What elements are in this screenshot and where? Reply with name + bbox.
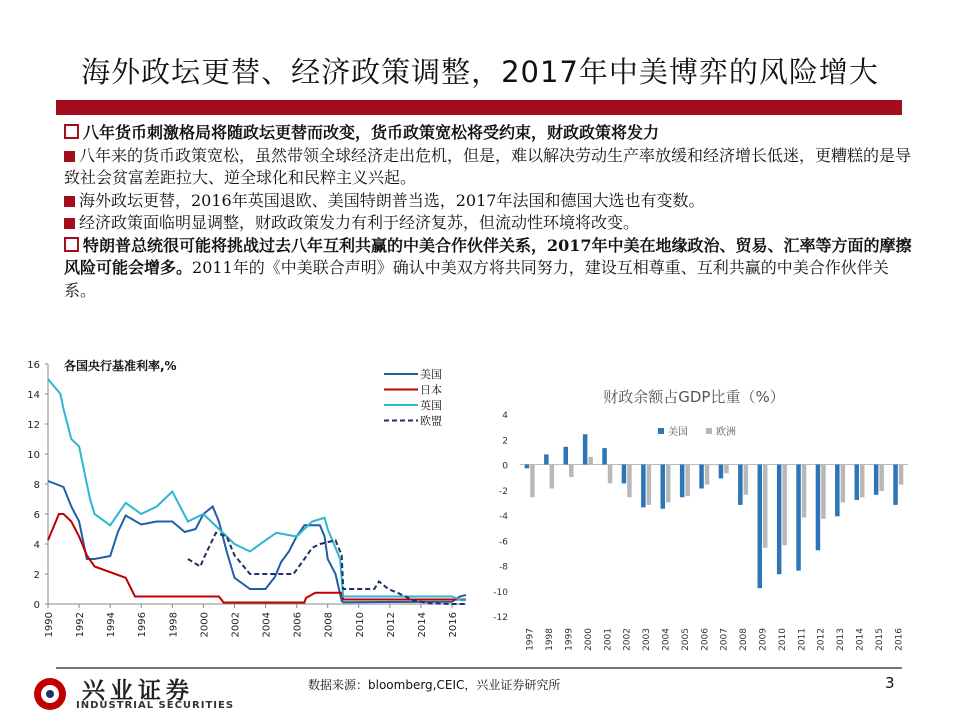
bar-美国-2012: [816, 465, 821, 551]
x-tick-label: 2006: [292, 612, 304, 638]
x-tick-label: 2000: [199, 612, 211, 638]
x-tick-label: 2015: [874, 628, 885, 651]
bar-欧洲-1998: [550, 465, 555, 489]
x-tick-label: 2007: [719, 628, 730, 651]
bar-美国-2015: [874, 465, 879, 495]
bar-美国-2009: [758, 465, 763, 589]
solid-square-icon: [64, 151, 75, 162]
bar-美国-2001: [602, 448, 607, 464]
y-tick-label: 8: [33, 480, 40, 491]
bar-欧洲-2013: [841, 465, 846, 503]
bullet-item: 海外政坛更替，2016年英国退欧、美国特朗普当选，2017年法国和德国大选也有变数。: [64, 190, 914, 213]
page-title: 海外政坛更替、经济政策调整，2017年中美博弈的风险增大: [81, 55, 879, 89]
x-tick-label: 2012: [385, 612, 397, 638]
legend-label: 欧盟: [420, 414, 442, 428]
bar-欧洲-2010: [782, 465, 787, 546]
bar-欧洲-2012: [821, 465, 826, 519]
bullet-item: 八年来的货币政策宽松，虽然带领全球经济走出危机，但是，难以解决劳动生产率放缓和经济增长低迷，更糟糕的是导致社会贫富差距拉大、逆全球化和民粹主义兴起。: [64, 145, 912, 187]
bar-欧洲-2016: [899, 465, 904, 485]
bar-欧洲-2006: [705, 465, 710, 485]
bullet-text: [64, 122, 914, 302]
bar-欧洲-2001: [608, 465, 613, 484]
bar-美国-1998: [544, 454, 549, 464]
bar-欧洲-2000: [588, 457, 593, 465]
x-tick-label: 2004: [661, 628, 672, 651]
bar-美国-2007: [719, 465, 724, 479]
y-tick-label: 16: [27, 360, 40, 371]
x-tick-label: 2003: [642, 628, 653, 651]
x-tick-label: 2014: [855, 628, 866, 651]
y-tick-label: -6: [499, 537, 508, 548]
series-line-2: [48, 379, 466, 600]
y-tick-label: 14: [27, 390, 40, 401]
bar-美国-2010: [777, 465, 782, 575]
x-tick-label: 1994: [106, 612, 118, 638]
y-tick-label: -8: [499, 562, 508, 573]
x-tick-label: 1990: [44, 612, 55, 638]
bar-欧洲-2004: [666, 465, 671, 503]
bar-美国-2013: [835, 465, 840, 517]
x-tick-label: 2012: [816, 628, 827, 651]
x-tick-label: 2006: [700, 628, 711, 651]
x-tick-label: 2000: [583, 628, 594, 651]
bullet-heading-1: 八年货币刺激格局将随政坛更替而改变，货币政策宽松将受约束，财政政策将发力: [64, 122, 914, 145]
legend-swatch: [658, 428, 664, 434]
bar-欧洲-2005: [685, 465, 690, 497]
x-tick-label: 1998: [545, 628, 556, 651]
bar-欧洲-2015: [879, 465, 884, 492]
bar-美国-1997: [525, 465, 530, 469]
footer-divider: [56, 667, 902, 669]
legend-label: 美国: [420, 368, 442, 381]
bar-美国-2011: [796, 465, 801, 571]
x-tick-label: 2002: [230, 612, 242, 638]
bar-美国-2006: [699, 465, 704, 489]
x-tick-label: 2014: [416, 612, 428, 638]
data-source: 数据来源：bloomberg,CEIC，兴业证券研究所: [308, 678, 561, 692]
solid-square-icon: [64, 196, 75, 207]
bar-美国-2008: [738, 465, 743, 505]
legend-label: 英国: [420, 399, 442, 412]
logo-text: 兴业证券: [82, 678, 194, 704]
bar-美国-1999: [564, 447, 569, 465]
bar-美国-2004: [661, 465, 666, 509]
x-tick-label: 1992: [75, 612, 87, 638]
x-tick-label: 2016: [448, 612, 460, 638]
rate-line-chart: [0, 352, 480, 662]
hollow-square-icon: [64, 237, 79, 252]
x-tick-label: 2001: [603, 628, 614, 651]
x-tick-label: 1998: [168, 612, 180, 638]
y-tick-label: -10: [493, 587, 508, 598]
chart-title: 财政余额占GDP比重（%）: [603, 388, 785, 406]
x-tick-label: 2009: [758, 628, 769, 651]
legend-label: 日本: [420, 383, 442, 397]
bar-欧洲-2003: [647, 465, 652, 505]
legend-swatch: [706, 428, 712, 434]
y-tick-label: 2: [502, 436, 508, 447]
x-tick-label: 2008: [323, 612, 335, 638]
bar-欧洲-2011: [802, 465, 807, 518]
x-tick-label: 2013: [836, 628, 847, 651]
x-tick-label: 2005: [680, 628, 691, 651]
bar-欧洲-2007: [724, 465, 729, 474]
bar-欧洲-1999: [569, 465, 574, 478]
x-tick-label: 2008: [739, 628, 750, 651]
y-tick-label: 0: [33, 600, 40, 611]
chart-title: 各国央行基准利率,%: [64, 359, 177, 373]
x-tick-label: 2004: [261, 612, 273, 638]
bar-美国-2003: [641, 465, 646, 508]
y-tick-label: 12: [27, 420, 40, 431]
series-line-0: [48, 481, 466, 602]
y-tick-label: 2: [33, 570, 40, 581]
bar-美国-2000: [583, 434, 588, 464]
y-tick-label: -12: [493, 613, 508, 623]
x-tick-label: 1999: [564, 628, 575, 651]
x-tick-label: 1996: [137, 612, 149, 638]
x-tick-label: 2002: [622, 628, 633, 651]
x-tick-label: 2010: [777, 628, 788, 651]
page-number: 3: [885, 674, 895, 692]
bar-欧洲-2014: [860, 465, 865, 498]
solid-square-icon: [64, 218, 75, 229]
x-tick-label: 2010: [354, 612, 366, 638]
y-tick-label: 4: [33, 540, 40, 551]
bar-欧洲-2002: [627, 465, 632, 498]
bar-欧洲-2008: [744, 465, 749, 495]
y-tick-label: 6: [33, 510, 40, 521]
bar-美国-2016: [893, 465, 898, 505]
legend-label: 美国: [668, 427, 688, 438]
x-tick-label: 2011: [797, 628, 808, 651]
bar-欧洲-1997: [530, 465, 535, 498]
y-tick-label: 4: [502, 411, 508, 421]
bar-美国-2002: [622, 465, 627, 484]
hollow-square-icon: [64, 124, 79, 139]
x-tick-label: 2016: [894, 628, 905, 651]
x-tick-label: 1997: [525, 628, 536, 651]
legend-label: 欧洲: [716, 427, 736, 438]
y-tick-label: 10: [27, 450, 40, 461]
bullet-heading-2: 特朗普总统很可能将挑战过去八年互利共赢的中美合作伙伴关系，2017年中美在地缘政治、贸易、汇率等方面的摩擦风险可能会增多。2011年的《中美联合声明》确认中美双方将共同努力，建设互相尊重、互利共赢的中美合作伙伴关系。: [64, 235, 912, 300]
y-tick-label: -4: [499, 512, 508, 522]
bar-美国-2005: [680, 465, 685, 498]
y-tick-label: 0: [502, 461, 508, 472]
y-tick-label: -2: [499, 486, 508, 497]
bar-欧洲-2009: [763, 465, 768, 548]
logo-subtext: INDUSTRIAL SECURITIES: [76, 700, 235, 711]
title-bar: [56, 100, 902, 115]
fiscal-bar-chart: [482, 380, 922, 662]
bullet-item: 经济政策面临明显调整，财政政策发力有利于经济复苏，但流动性环境将改变。: [64, 212, 914, 235]
bar-美国-2014: [855, 465, 860, 500]
